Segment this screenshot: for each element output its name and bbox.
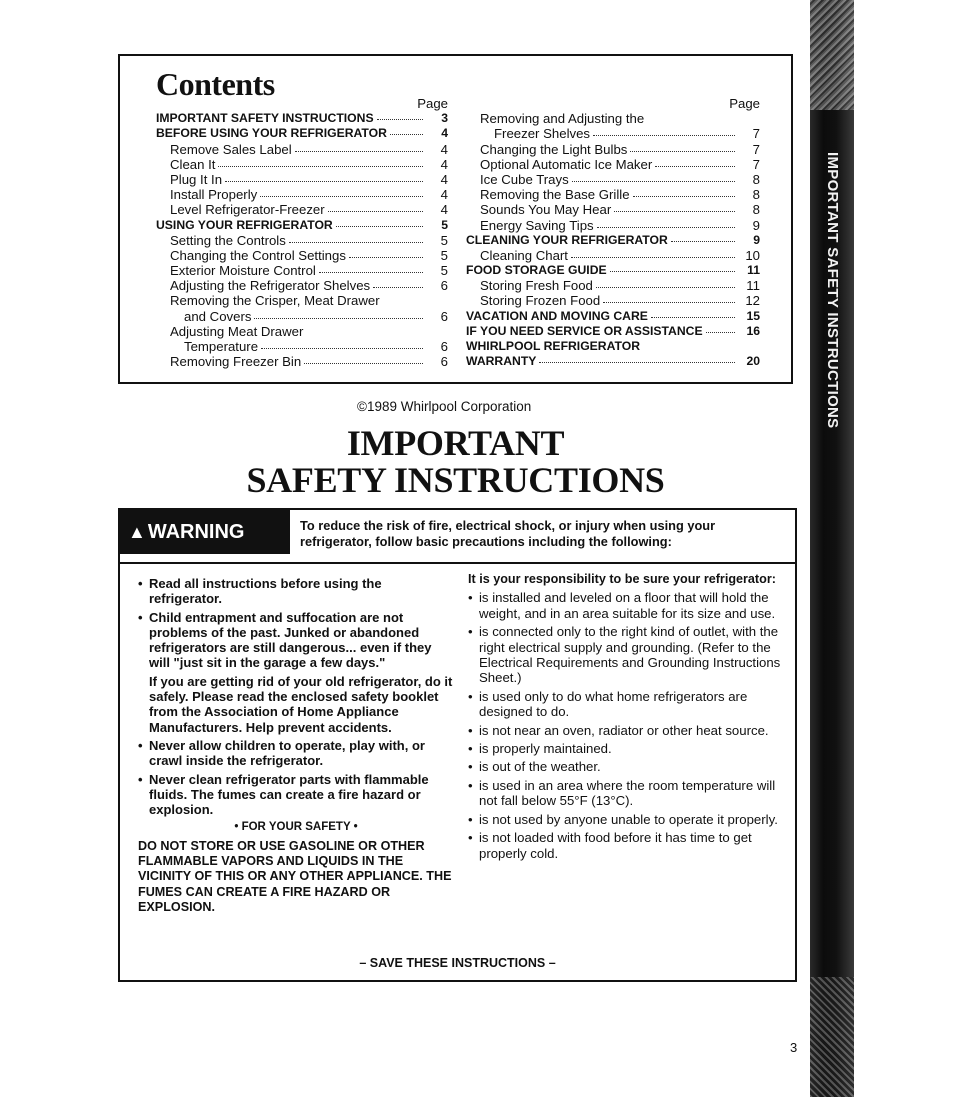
toc-entry-title: Temperature (184, 339, 259, 354)
toc-entry-title: Install Properly (170, 187, 258, 203)
toc-entry-title: CLEANING YOUR REFRIGERATOR (466, 232, 668, 247)
toc-entry-page: 4 (440, 202, 448, 218)
safety-heading (118, 425, 793, 499)
toc-leader (336, 216, 423, 227)
toc-leader (614, 201, 735, 212)
safety-right-column (468, 572, 786, 864)
toc-entry-page: 12 (745, 293, 760, 309)
responsibility-item: • is not near an oven, radiator or other heat source. (468, 723, 786, 738)
responsibility-item: • is connected only to the right kind of outlet, with the right electrical supply and grounding. (Refer to the Electrical Requirements and Grounding Instructions Sheet.) (468, 624, 786, 686)
toc-leader (572, 171, 735, 182)
toc-entry-title: FOOD STORAGE GUIDE (466, 263, 607, 278)
toc-entry-title: WARRANTY (466, 354, 537, 369)
toc-entry-title: IMPORTANT SAFETY INSTRUCTIONS (156, 111, 374, 126)
toc-entry-page: 6 (440, 308, 448, 324)
page-number: 3 (790, 1040, 798, 1055)
toc-entry-page: 5 (440, 247, 448, 263)
toc-entry-title: Remove Sales Label (170, 141, 292, 157)
toc-leader (349, 247, 423, 258)
toc-entry-title: Adjusting Meat Drawer (170, 323, 304, 339)
toc-entry (156, 293, 448, 308)
toc-leader (225, 171, 423, 182)
toc-entry-title: Freezer Shelves (494, 126, 591, 142)
toc-entry-page: 3 (441, 111, 448, 126)
warning-label-text: WARNING (147, 520, 245, 543)
toc-entry-title: Energy Saving Tips (480, 217, 594, 233)
toc-entry-title: Clean It (170, 156, 216, 172)
toc-leader (254, 308, 423, 319)
toc-entry-page: 5 (441, 217, 448, 232)
toc-leader (539, 352, 735, 363)
toc-entry-page: 5 (440, 263, 448, 279)
toc-entry (466, 142, 760, 157)
toc-leader (377, 109, 423, 120)
toc-entry-page: 9 (753, 232, 760, 247)
toc-entry-title: VACATION AND MOVING CARE (466, 308, 648, 323)
responsibility-item: • is not loaded with food before it has time to get properly cold. (468, 830, 786, 861)
toc-entry-page: 4 (440, 187, 448, 203)
toc-entry-title: Ice Cube Trays (480, 171, 569, 187)
toc-entry-title: Storing Frozen Food (480, 293, 601, 309)
toc-entry-title: Changing the Control Settings (170, 247, 346, 263)
warning-triangle-icon: ▲ (128, 521, 146, 542)
responsibility-item: • is out of the weather. (468, 759, 786, 774)
toc-entry-page: 8 (752, 202, 760, 218)
toc-entry-title: Level Refrigerator-Freezer (170, 202, 325, 218)
toc-entry (156, 233, 448, 248)
heading-line-1: IMPORTANT (346, 423, 565, 463)
toc-leader (261, 338, 423, 349)
toc-entry (466, 172, 760, 187)
toc-entry-title: Cleaning Chart (480, 247, 568, 263)
toc-entry (156, 142, 448, 157)
safety-left-column (138, 576, 454, 915)
toc-entry (466, 354, 760, 369)
toc-entry-page: 20 (746, 354, 760, 369)
toc-entry-page: 5 (440, 232, 448, 248)
toc-right-column (466, 96, 760, 369)
toc-leader (706, 322, 735, 333)
toc-leader (603, 292, 735, 303)
toc-leader (655, 156, 735, 167)
toc-entry (466, 202, 760, 217)
contents-box (118, 54, 793, 384)
toc-entry (156, 126, 448, 141)
contents-title: Contents (156, 66, 275, 102)
toc-leader (218, 156, 423, 167)
warning-label (120, 510, 290, 554)
toc-entry-title: Removing the Crisper, Meat Drawer (170, 293, 380, 309)
toc-leader (390, 124, 423, 135)
toc-entry (466, 233, 760, 248)
toc-entry-page: 15 (746, 308, 760, 323)
page-column-header: Page (417, 96, 448, 111)
toc-entry-title: Changing the Light Bulbs (480, 141, 628, 157)
responsibility-item: • is not used by anyone unable to operate it properly. (468, 812, 786, 827)
toc-leader (319, 262, 423, 273)
toc-entry (466, 187, 760, 202)
toc-entry-title: Plug It In (170, 171, 223, 187)
toc-entry-page: 4 (440, 141, 448, 157)
responsibility-item: • is installed and leveled on a floor that will hold the weight, and in an area suitable for its size and use. (468, 590, 786, 621)
page-column-header: Page (729, 96, 760, 111)
toc-entry-page: 9 (752, 217, 760, 233)
safety-bullet: • Never allow children to operate, play with, or crawl inside the refrigerator. (138, 738, 454, 769)
toc-entry-page: 6 (440, 354, 448, 370)
toc-entry (156, 218, 448, 233)
toc-entry-title: Adjusting the Refrigerator Shelves (170, 278, 371, 294)
toc-leader (373, 277, 423, 288)
toc-entry (466, 157, 760, 172)
toc-leader (633, 186, 735, 197)
toc-entry (156, 278, 448, 293)
toc-leader (597, 217, 735, 228)
toc-entry (156, 263, 448, 278)
toc-leader (596, 277, 735, 288)
responsibility-item: • is properly maintained. (468, 741, 786, 756)
toc-leader (260, 186, 423, 197)
responsibility-heading: It is your responsibility to be sure your refrigerator: (468, 572, 776, 586)
toc-entry (466, 278, 760, 293)
responsibility-item: • is used only to do what home refrigerators are designed to do. (468, 689, 786, 720)
toc-entry-page: 8 (752, 187, 760, 203)
toc-entry (156, 339, 448, 354)
toc-leader (328, 201, 423, 212)
save-instructions: – SAVE THESE INSTRUCTIONS – (359, 956, 556, 970)
side-tab-label: IMPORTANT SAFETY INSTRUCTIONS (824, 151, 841, 429)
toc-leader (304, 353, 423, 364)
toc-entry-title: USING YOUR REFRIGERATOR (156, 217, 333, 232)
toc-entry-page: 4 (440, 171, 448, 187)
toc-entry-title: Removing Freezer Bin (170, 354, 302, 370)
side-tab (810, 0, 854, 1097)
toc-leader (571, 247, 735, 258)
toc-entry-page: 4 (440, 156, 448, 172)
side-tab-texture (810, 977, 854, 1097)
toc-entry (156, 172, 448, 187)
toc-entry-page: 10 (745, 247, 760, 263)
safety-bullet: • Never clean refrigerator parts with flammable fluids. The fumes can create a fire hazard or explosion. (138, 772, 454, 818)
toc-entry (156, 309, 448, 324)
toc-leader (289, 232, 423, 243)
toc-entry-title: BEFORE USING YOUR REFRIGERATOR (156, 126, 387, 141)
toc-entry-title: Removing and Adjusting the (480, 111, 645, 127)
toc-entry-page: 8 (752, 171, 760, 187)
divider (120, 562, 795, 564)
toc-entry (466, 111, 760, 126)
toc-entry-title: and Covers (184, 308, 252, 324)
toc-entry (156, 248, 448, 263)
toc-entry (466, 126, 760, 141)
toc-entry (466, 263, 760, 278)
safety-bullet: • Child entrapment and suffocation are not problems of the past. Junked or abandoned refrigerators are still dangerous... even if they will "just sit in the garage a few days." (138, 610, 454, 671)
for-your-safety: • FOR YOUR SAFETY • (234, 821, 358, 834)
toc-entry (466, 324, 760, 339)
toc-entry-page: 7 (752, 126, 760, 142)
toc-entry (156, 157, 448, 172)
toc-entry-page: 4 (441, 126, 448, 141)
toc-entry-page: 11 (746, 278, 760, 294)
toc-leader (295, 141, 423, 152)
toc-entry (156, 324, 448, 339)
toc-entry-page: 16 (746, 323, 760, 338)
warning-box (118, 508, 797, 982)
toc-leader (651, 307, 735, 318)
toc-entry (156, 354, 448, 369)
toc-left-column (156, 96, 448, 369)
toc-leader (593, 125, 735, 136)
toc-entry-title: Sounds You May Hear (480, 202, 612, 218)
responsibility-item: • is used in an area where the room temperature will not fall below 55°F (13°C). (468, 778, 786, 809)
toc-entry-title: Setting the Controls (170, 232, 286, 248)
warning-intro: To reduce the risk of fire, electrical shock, or injury when using your refrigerator, follow basic precautions including the following: (300, 518, 716, 549)
toc-entry-page: 6 (440, 278, 448, 294)
copyright: ©1989 Whirlpool Corporation (357, 399, 532, 414)
toc-entry-title: IF YOU NEED SERVICE OR ASSISTANCE (466, 323, 703, 338)
gasoline-warning: DO NOT STORE OR USE GASOLINE OR OTHER FLAMMABLE VAPORS AND LIQUIDS IN THE VICINITY OF THIS OR ANY OTHER APPLIANCE. THE FUMES CAN CREATE A FIRE HAZARD OR EXPLOSION. (138, 838, 452, 914)
disposal-paragraph: If you are getting rid of your old refrigerator, do it safely. Please read the enclosed safety booklet from the Association of Home Appliance Manufacturers. Help prevent accidents. (149, 673, 453, 735)
toc-leader (610, 261, 735, 272)
toc-entry-page: 11 (747, 263, 760, 278)
toc-entry-title: WHIRLPOOL REFRIGERATOR (466, 339, 641, 353)
toc-entry-title: Storing Fresh Food (480, 278, 593, 294)
toc-entry-page: 7 (752, 141, 760, 157)
toc-leader (630, 141, 735, 152)
toc-entry-title: Exterior Moisture Control (170, 263, 316, 279)
toc-entry-page: 6 (440, 339, 448, 354)
safety-bullet: • Read all instructions before using the refrigerator. (138, 576, 454, 607)
heading-line-2: SAFETY INSTRUCTIONS (246, 460, 665, 500)
toc-leader (671, 231, 735, 242)
toc-entry (156, 187, 448, 202)
toc-entry-title: Removing the Base Grille (480, 187, 630, 203)
toc-entry-page: 7 (752, 156, 760, 172)
toc-entry-title: Optional Automatic Ice Maker (480, 156, 653, 172)
